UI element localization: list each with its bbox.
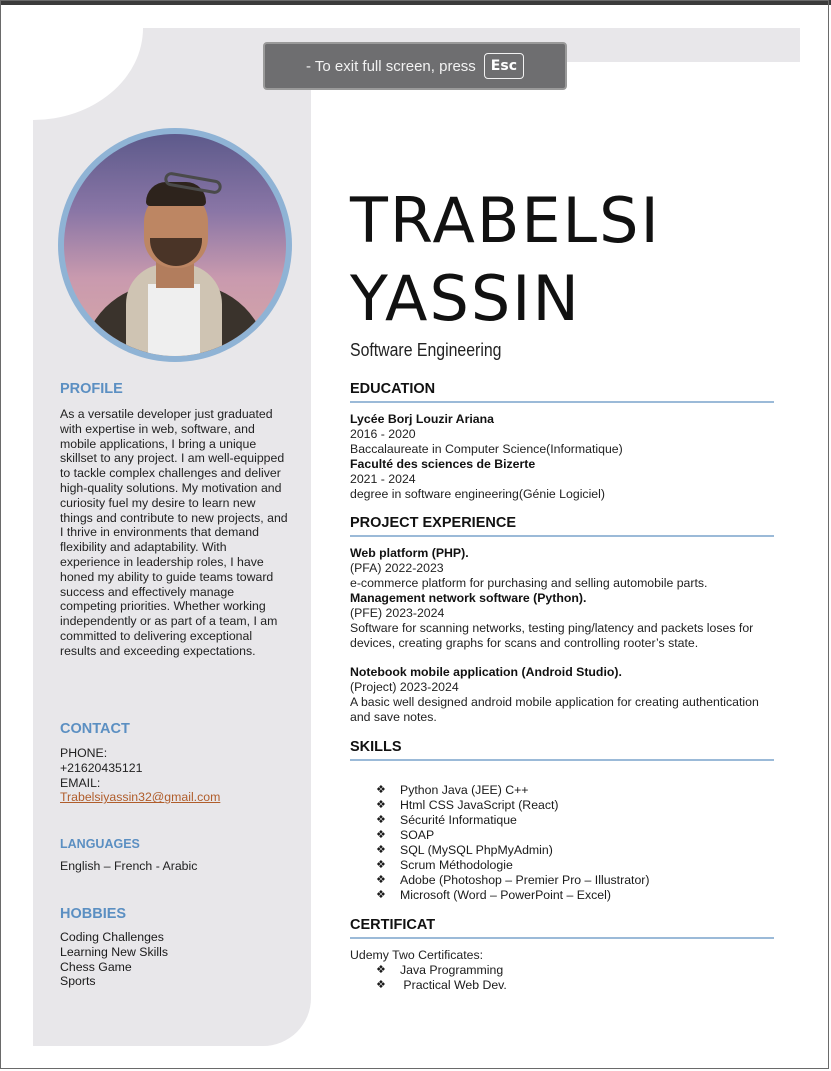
education-degree: Baccalaureate in Computer Science(Informatique)	[350, 442, 623, 456]
skill-text: Html CSS JavaScript (React)	[400, 798, 559, 812]
project-experience-heading: PROJECT EXPERIENCE	[350, 515, 774, 537]
skill-text: Sécurité Informatique	[400, 813, 517, 827]
skill-text: Microsoft (Word – PowerPoint – Excel)	[400, 888, 611, 902]
education-school: Lycée Borj Louzir Ariana	[350, 412, 494, 426]
project-meta: (Project) 2023-2024	[350, 680, 459, 694]
hobby-item: Sports	[60, 974, 96, 989]
diamond-bullet-icon: ❖	[376, 889, 386, 901]
job-title: Software Engineering	[350, 340, 502, 360]
diamond-bullet-icon: ❖	[376, 814, 386, 826]
languages-text: English – French - Arabic	[60, 859, 198, 873]
hobby-item: Learning New Skills	[60, 944, 168, 959]
skill-text: Adobe (Photoshop – Premier Pro – Illustrator)	[400, 873, 650, 887]
email-link[interactable]: Trabelsiyassin32@gmail.com	[60, 790, 221, 805]
skill-text: Scrum Méthodologie	[400, 858, 513, 872]
project-description: A basic well designed android mobile application for creating authentication and save notes.	[350, 695, 759, 724]
skill-text: Python Java (JEE) C++	[400, 783, 529, 797]
diamond-bullet-icon: ❖	[376, 978, 386, 991]
languages-heading: LANGUAGES	[60, 837, 140, 851]
fullscreen-toast-message: - To exit full screen, press	[306, 57, 476, 75]
project-meta: (PFE) 2023-2024	[350, 606, 445, 620]
project-meta: (PFA) 2022-2023	[350, 561, 444, 575]
last-name: YASSIN	[350, 262, 581, 335]
phone-value: +21620435121	[60, 760, 143, 775]
diamond-bullet-icon: ❖	[376, 829, 386, 841]
skills-heading: SKILLS	[350, 739, 774, 761]
first-name: TRABELSI	[350, 184, 661, 257]
diamond-bullet-icon: ❖	[376, 874, 386, 886]
project-description: e-commerce platform for purchasing and selling automobile parts.	[350, 576, 708, 590]
skill-text: SQL (MySQL PhpMyAdmin)	[400, 843, 553, 857]
skill-text: SOAP	[400, 828, 435, 842]
diamond-bullet-icon: ❖	[376, 844, 386, 856]
profile-text: As a versatile developer just graduated with expertise in web, software, and mobile applications, I bring a unique skillset to any project. I am well-equipped to tackle complex challenges and deliver high-quality solutions. My motivation and curiosity fuel my desire to learn new things and contribute to new projects, and I thrive in environments that demand flexibility and adaptability. With experience in leadership roles, I have honed my ability to guide teams toward success and effectively manage competing priorities. Whether working independently or as part of a team, I am committed to delivering exceptional results and exceeding expectations.	[60, 407, 288, 658]
certificat-heading: CERTIFICAT	[350, 917, 774, 939]
education-degree: degree in software engineering(Génie Logiciel)	[350, 487, 605, 501]
contact-heading: CONTACT	[60, 721, 130, 737]
email-label: EMAIL:	[60, 775, 101, 790]
certificat-text: Java Programming	[400, 963, 504, 977]
hobby-item: Chess Game	[60, 959, 132, 974]
education-heading: EDUCATION	[350, 381, 774, 403]
phone-label: PHONE:	[60, 746, 108, 760]
certificat-text: Practical Web Dev.	[400, 977, 507, 992]
project-description: Software for scanning networks, testing ping/latency and packets loses for devices, creating graphs for scans and controlling rooter’s state.	[350, 621, 754, 650]
diamond-bullet-icon: ❖	[376, 799, 386, 811]
project-title: Web platform (PHP).	[350, 546, 469, 560]
diamond-bullet-icon: ❖	[376, 859, 386, 871]
esc-key-badge: Esc	[484, 53, 524, 79]
education-years: 2021 - 2024	[350, 472, 416, 486]
profile-heading: PROFILE	[60, 381, 123, 397]
education-years: 2016 - 2020	[350, 427, 416, 441]
diamond-bullet-icon: ❖	[376, 784, 386, 796]
project-title: Management network software (Python).	[350, 591, 587, 605]
certificat-intro: Udemy Two Certificates:	[350, 948, 484, 962]
diamond-bullet-icon: ❖	[376, 964, 386, 976]
project-title: Notebook mobile application (Android Studio).	[350, 665, 622, 679]
hobbies-heading: HOBBIES	[60, 906, 127, 922]
education-school: Faculté des sciences de Bizerte	[350, 457, 536, 471]
hobby-item: Coding Challenges	[60, 930, 164, 944]
